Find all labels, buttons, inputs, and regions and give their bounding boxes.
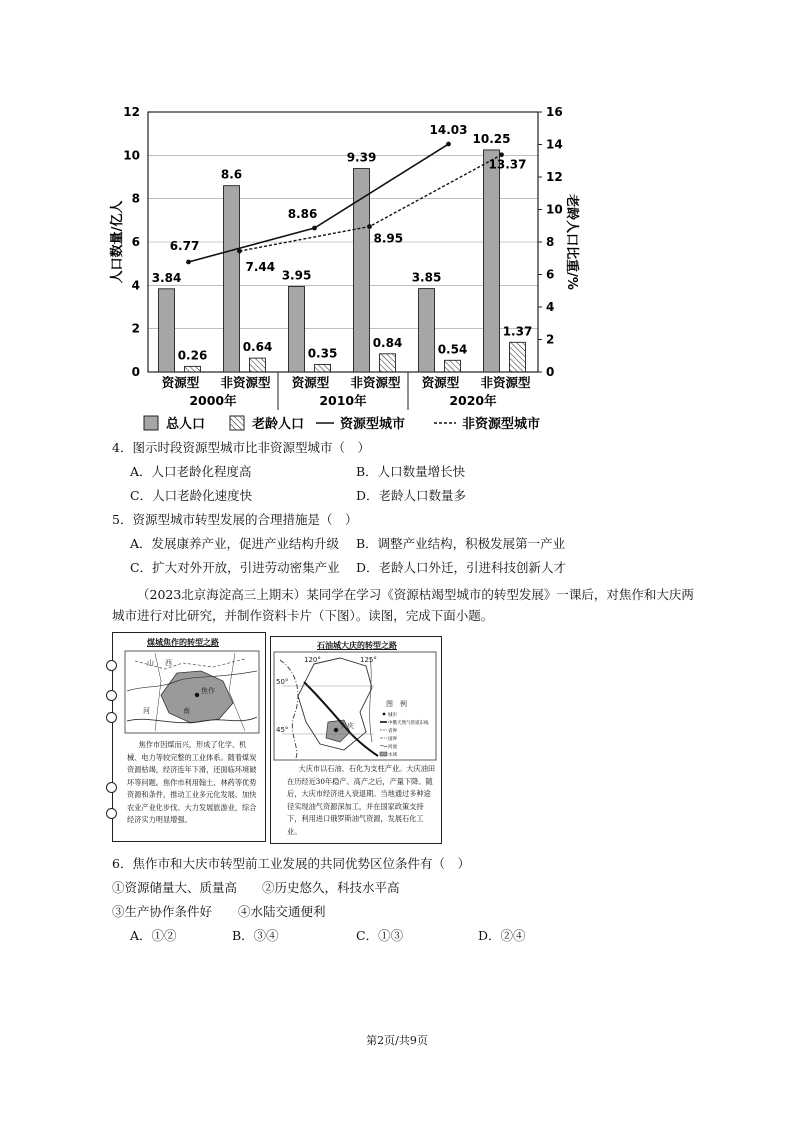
q6-item-1: ①资源储量大、质量高 xyxy=(112,880,238,895)
q6-item-4: ④水陆交通便利 xyxy=(238,904,326,919)
bar-label-elderly: 0.26 xyxy=(177,348,208,363)
point-label-resource: 6.77 xyxy=(169,238,200,253)
daqing-map xyxy=(274,652,436,760)
card-daqing xyxy=(270,636,442,844)
population-aging-chart xyxy=(100,96,579,438)
q6-option-c[interactable]: C．①③ xyxy=(356,928,404,943)
point-label-resource: 14.03 xyxy=(429,123,468,138)
year-label: 2010年 xyxy=(319,393,367,408)
q4-option-b[interactable]: B．人口数量增长快 xyxy=(356,464,466,479)
card-jiaozuo-text: 焦作市因煤而兴，形成了化学、机械、电力等较完整的工业体系。随着煤炭资源枯竭，经济连年下滑，还面临环境破坏等问题。焦作市利用翰土、林药等优势资源和条件，推动工业多元化发展、加快农业产业化步伐、大力发展旅游业，综合经济实力明显增强。 xyxy=(127,740,257,824)
point-label-nonresource: 8.95 xyxy=(373,231,404,246)
point-resource xyxy=(446,142,451,147)
map-label-he: 河 xyxy=(143,707,150,715)
binder-ring xyxy=(106,782,117,793)
year-label: 2000年 xyxy=(189,393,237,408)
point-label-resource: 8.86 xyxy=(287,207,318,222)
legend-water: 水域 xyxy=(388,753,397,758)
y-right-tick: 8 xyxy=(546,235,555,249)
y-right-tick: 16 xyxy=(546,105,563,119)
category-label: 资源型 xyxy=(421,375,460,390)
q4-option-d[interactable]: D．老龄人口数量多 xyxy=(356,488,467,503)
category-label: 资源型 xyxy=(291,375,330,390)
category-label: 非资源型 xyxy=(350,375,401,390)
point-nonresource xyxy=(237,249,242,254)
category-label: 非资源型 xyxy=(480,375,531,390)
line-nonresource-cities xyxy=(240,155,502,251)
y-right-tick: 2 xyxy=(546,332,555,347)
y-left-tick: 12 xyxy=(123,105,140,119)
legend-city: 城市 xyxy=(388,713,397,718)
y-right-label: 老龄人口比重/% xyxy=(564,194,579,290)
y-left-tick: 8 xyxy=(131,191,140,206)
jiaozuo-map xyxy=(125,651,259,733)
map-label-45: 45° xyxy=(276,726,289,734)
year-label: 2020年 xyxy=(449,393,497,408)
point-nonresource xyxy=(367,224,372,229)
card-jiaozuo xyxy=(112,632,266,842)
card-jiaozuo-title: 煤城焦作的转型之路 xyxy=(147,638,219,647)
binder-ring xyxy=(106,690,117,701)
bar-total-population xyxy=(419,289,435,372)
legend-national-border: 国界 xyxy=(388,737,397,742)
map-label-daqing: 大庆 xyxy=(340,722,354,730)
bar-label-total: 3.84 xyxy=(151,270,182,285)
bar-label-elderly: 0.64 xyxy=(242,340,273,355)
y-right-tick: 10 xyxy=(546,202,563,217)
binder-ring xyxy=(106,808,117,819)
card-daqing-text: 大庆市以石油、石化为支柱产业。大庆油田在历经近30年稳产、高产之后，产量下降。随后，大庆市经济进入衰退期。当地通过多种途径实现油气资源深加工，并在国家政策支持下，利用进口俄罗斯油气资源，发展石化工业。 xyxy=(287,764,436,836)
bar-elderly-population xyxy=(445,360,461,372)
bar-label-elderly: 0.35 xyxy=(307,346,338,361)
binder-ring xyxy=(106,712,117,723)
legend-label-nonresource: 非资源型城市 xyxy=(462,417,541,432)
q4-stem: 4．图示时段资源型城市比非资源型城市（ ） xyxy=(112,440,370,455)
bar-label-total: 3.95 xyxy=(281,268,312,283)
bar-elderly-population xyxy=(250,358,266,372)
point-label-nonresource: 13.37 xyxy=(488,157,527,172)
map-label-nan: 南 xyxy=(183,707,190,715)
point-resource xyxy=(312,226,317,231)
legend-river: 河流 xyxy=(388,745,397,750)
page-number: 第2页/共9页 xyxy=(366,1034,428,1047)
bar-elderly-population xyxy=(380,354,396,372)
y-left-tick: 10 xyxy=(123,148,140,163)
point-label-nonresource: 7.44 xyxy=(245,260,276,275)
q6-item-3: ③生产协作条件好 xyxy=(112,904,213,919)
q6-option-b[interactable]: B．③④ xyxy=(232,928,279,943)
y-left-label: 人口数量/亿人 xyxy=(110,200,125,284)
bar-total-population xyxy=(289,286,305,372)
category-label: 资源型 xyxy=(161,375,200,390)
map-legend-title: 图 例 xyxy=(386,700,407,708)
y-right-tick: 4 xyxy=(546,300,555,314)
point-nonresource xyxy=(499,152,504,157)
passage-intro: （2023北京海淀高三上期末）某同学在学习《资源枯竭型城市的转型发展》一课后，对焦作和大庆两城市进行对比研究，并制作资料卡片（下图）。读图，完成下面小题。 xyxy=(112,587,694,623)
q5-stem: 5．资源型城市转型发展的合理措施是（ ） xyxy=(112,512,358,527)
category-label: 非资源型 xyxy=(220,375,271,390)
q5-option-c[interactable]: C．扩大对外开放，引进劳动密集产业 xyxy=(130,560,340,575)
q4-option-c[interactable]: C．人口老龄化速度快 xyxy=(130,488,253,503)
bar-label-total: 10.25 xyxy=(472,131,511,146)
y-left-tick: 0 xyxy=(131,365,140,379)
bar-total-population xyxy=(484,150,500,372)
y-left-tick: 2 xyxy=(131,321,140,336)
bar-label-elderly: 0.54 xyxy=(437,342,468,357)
binder-ring xyxy=(106,660,117,671)
q6-stem: 6．焦作市和大庆市转型前工业发展的共同优势区位条件有（ ） xyxy=(112,856,470,871)
y-right-tick: 14 xyxy=(546,137,563,152)
y-right-tick: 0 xyxy=(546,365,555,379)
legend-province-border: 省界 xyxy=(388,729,397,734)
map-label-120: 120° xyxy=(304,656,321,664)
bar-elderly-population xyxy=(315,364,331,372)
q5-option-b[interactable]: B．调整产业结构，积极发展第一产业 xyxy=(356,536,566,551)
map-label-xi: 西 xyxy=(165,659,172,667)
bar-label-total: 9.39 xyxy=(346,150,377,165)
y-left-tick: 4 xyxy=(131,278,140,293)
map-label-jiaozuo: 焦作 xyxy=(201,687,215,695)
point-resource xyxy=(186,260,191,265)
y-right-tick: 6 xyxy=(546,267,555,282)
legend-swatch-total xyxy=(144,416,158,430)
q6-item-2: ②历史悠久，科技水平高 xyxy=(262,880,400,895)
legend-pipeline: 中俄天然气管道东线 xyxy=(388,721,429,726)
bar-total-population xyxy=(159,289,175,372)
q5-option-d[interactable]: D．老龄人口外迁，引进科技创新人才 xyxy=(356,560,567,575)
bar-label-elderly: 0.84 xyxy=(372,335,403,350)
card-daqing-title: 石油城大庆的转型之路 xyxy=(317,641,397,650)
legend-label-resource: 资源型城市 xyxy=(340,417,406,432)
legend-label-elderly: 老龄人口 xyxy=(252,417,305,432)
gridlines xyxy=(148,155,538,328)
y-right-tick: 12 xyxy=(546,170,563,184)
bar-label-total: 3.85 xyxy=(411,270,442,285)
legend-swatch-elderly xyxy=(230,416,244,430)
bar-total-population xyxy=(224,186,240,372)
bar-label-total: 8.6 xyxy=(220,167,243,182)
bar-label-elderly: 1.37 xyxy=(502,324,533,339)
map-label-125: 125° xyxy=(360,656,377,664)
map-label-shan: 山 xyxy=(147,659,154,667)
q6-option-d[interactable]: D．②④ xyxy=(478,928,526,943)
legend-label-total: 总人口 xyxy=(166,417,206,432)
map-label-50: 50° xyxy=(276,678,289,686)
y-left-tick: 6 xyxy=(131,235,140,249)
bar-elderly-population xyxy=(185,366,201,372)
q5-option-a[interactable]: A．发展康养产业，促进产业结构升级 xyxy=(130,536,340,551)
bar-elderly-population xyxy=(510,342,526,372)
q6-option-a[interactable]: A．①② xyxy=(130,928,177,943)
q4-option-a[interactable]: A．人口老龄化程度高 xyxy=(130,464,252,479)
chart-legend xyxy=(144,416,540,432)
